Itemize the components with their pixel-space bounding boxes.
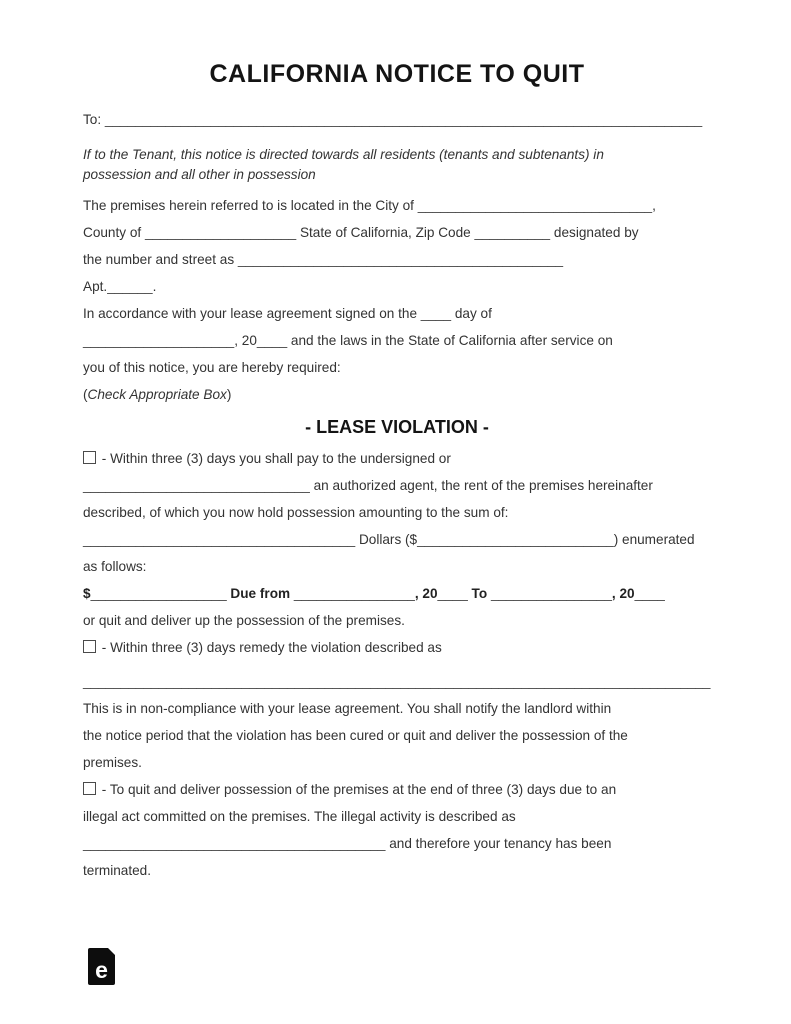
text-segment: the number and street as <box>83 252 238 267</box>
blank-field[interactable]: ______________________________ <box>83 478 310 493</box>
text-segment: County of <box>83 225 145 240</box>
document-line <box>83 607 711 634</box>
text-segment: Dollars ($ <box>355 532 418 547</box>
text-segment: or quit and deliver up the possession of the premises. <box>83 613 405 628</box>
text-segment: the notice period that the violation has been cured or quit and deliver the possession of the <box>83 728 628 743</box>
blank-field[interactable]: ______ <box>107 279 153 294</box>
document-line <box>83 354 711 381</box>
blank-field[interactable]: ________________ <box>293 586 415 601</box>
document-line <box>83 499 711 526</box>
text-segment: terminated. <box>83 863 152 878</box>
text-segment: This is in non-compliance with your lease agreement. You shall notify the landlord within <box>83 701 612 716</box>
blank-field[interactable]: ________________________________________ <box>83 836 386 851</box>
tenant-note <box>83 145 711 185</box>
text-segment: If to the Tenant, this notice is directed towards all residents (tenants and subtenants) in <box>83 147 604 162</box>
text-segment: designated by <box>550 225 639 240</box>
blank-field[interactable]: _______________________________________________________________________________ <box>104 112 703 127</box>
text-segment: The premises herein referred to is located in the City of <box>83 198 418 213</box>
illegal-act-option <box>83 776 711 884</box>
document-body <box>83 106 711 884</box>
document-line <box>83 300 711 327</box>
blank-field[interactable]: ____ <box>420 306 452 321</box>
text-segment: illegal act committed on the premises. The illegal activity is described as <box>83 809 516 824</box>
document-line <box>83 830 711 857</box>
text-segment: . <box>152 279 157 294</box>
checkbox[interactable] <box>83 640 96 653</box>
document-line <box>83 219 711 246</box>
text-segment: - Within three (3) days remedy the violation described as <box>98 640 442 655</box>
text-segment: - Within three (3) days you shall pay to the undersigned or <box>98 451 451 466</box>
document-line <box>83 472 711 499</box>
text-segment: - To quit and deliver possession of the premises at the end of three (3) days due to an <box>98 782 617 797</box>
logo-letter: e <box>95 957 108 983</box>
document-line <box>83 803 711 830</box>
text-segment: day of <box>451 306 492 321</box>
remedy-violation-option <box>83 634 711 776</box>
blank-field[interactable]: ___________________________________________________________________________________ <box>83 674 711 689</box>
text-segment: ( <box>83 387 88 402</box>
document-line <box>83 192 711 219</box>
document-line <box>83 776 711 803</box>
document-line <box>83 106 711 133</box>
text-segment: you of this notice, you are hereby required: <box>83 360 341 375</box>
document-line <box>83 246 711 273</box>
document-line <box>83 273 711 300</box>
text-segment: State of California, Zip Code <box>296 225 475 240</box>
text-segment: as follows: <box>83 559 147 574</box>
text-segment: , <box>652 198 656 213</box>
lease-agreement-paragraph <box>83 300 711 408</box>
checkbox[interactable] <box>83 782 96 795</box>
text-segment: an authorized agent, the rent of the premises hereinafter <box>309 478 653 493</box>
document-content <box>83 58 711 884</box>
blank-field[interactable]: ____________________ <box>144 225 297 240</box>
document-line <box>83 749 711 776</box>
blank-field[interactable]: _______________________________ <box>417 198 653 213</box>
blank-field[interactable]: ___________________________________________ <box>237 252 564 267</box>
document-line <box>83 668 711 695</box>
blank-field[interactable]: __________________________ <box>417 532 614 547</box>
premises-paragraph <box>83 192 711 300</box>
text-segment: ) enumerated <box>613 532 695 547</box>
document-line <box>83 445 711 472</box>
blank-field[interactable]: ________________ <box>490 586 612 601</box>
blank-field[interactable]: ____ <box>256 333 288 348</box>
pay-rent-option <box>83 445 711 634</box>
document-line <box>83 165 711 185</box>
document-line <box>83 722 711 749</box>
document-line <box>83 580 711 607</box>
document-line <box>83 327 711 354</box>
blank-field[interactable]: ____________________ <box>83 333 235 348</box>
lease-violation-heading: - LEASE VIOLATION - <box>305 417 489 437</box>
document-line <box>83 381 711 408</box>
text-segment: and the laws in the State of California after service on <box>287 333 613 348</box>
checkbox[interactable] <box>83 451 96 464</box>
text-segment: In accordance with your lease agreement signed on the <box>83 306 421 321</box>
text-segment: , 20 <box>234 333 257 348</box>
text-segment: , 20 <box>414 586 438 601</box>
text-segment: possession and all other in possession <box>83 167 316 182</box>
document-title: CALIFORNIA NOTICE TO QUIT <box>209 60 585 88</box>
document-line <box>83 857 711 884</box>
text-segment: described, of which you now hold possession amounting to the sum of: <box>83 505 509 520</box>
text-segment: , 20 <box>611 586 635 601</box>
text-segment: To <box>467 586 491 601</box>
document-line <box>83 634 711 661</box>
text-segment: and therefore your tenancy has been <box>385 836 612 851</box>
blank-field[interactable]: __________________ <box>90 586 227 601</box>
blank-field[interactable]: ____ <box>437 586 468 601</box>
text-segment: premises. <box>83 755 142 770</box>
text-segment: $ <box>83 586 91 601</box>
document-line <box>83 526 711 553</box>
text-segment: Due from <box>226 586 294 601</box>
document-line <box>83 695 711 722</box>
text-segment: Check Appropriate Box <box>87 387 227 402</box>
to-line <box>83 106 711 133</box>
blank-field[interactable]: ____________________________________ <box>83 532 356 547</box>
text-segment: Apt. <box>83 279 108 294</box>
text-segment: To: <box>83 112 105 127</box>
text-segment: ) <box>226 387 232 402</box>
document-line <box>83 553 711 580</box>
eforms-document-logo <box>88 948 115 985</box>
blank-field[interactable]: __________ <box>474 225 551 240</box>
blank-field[interactable]: ____ <box>634 586 665 601</box>
document-line <box>83 145 711 165</box>
